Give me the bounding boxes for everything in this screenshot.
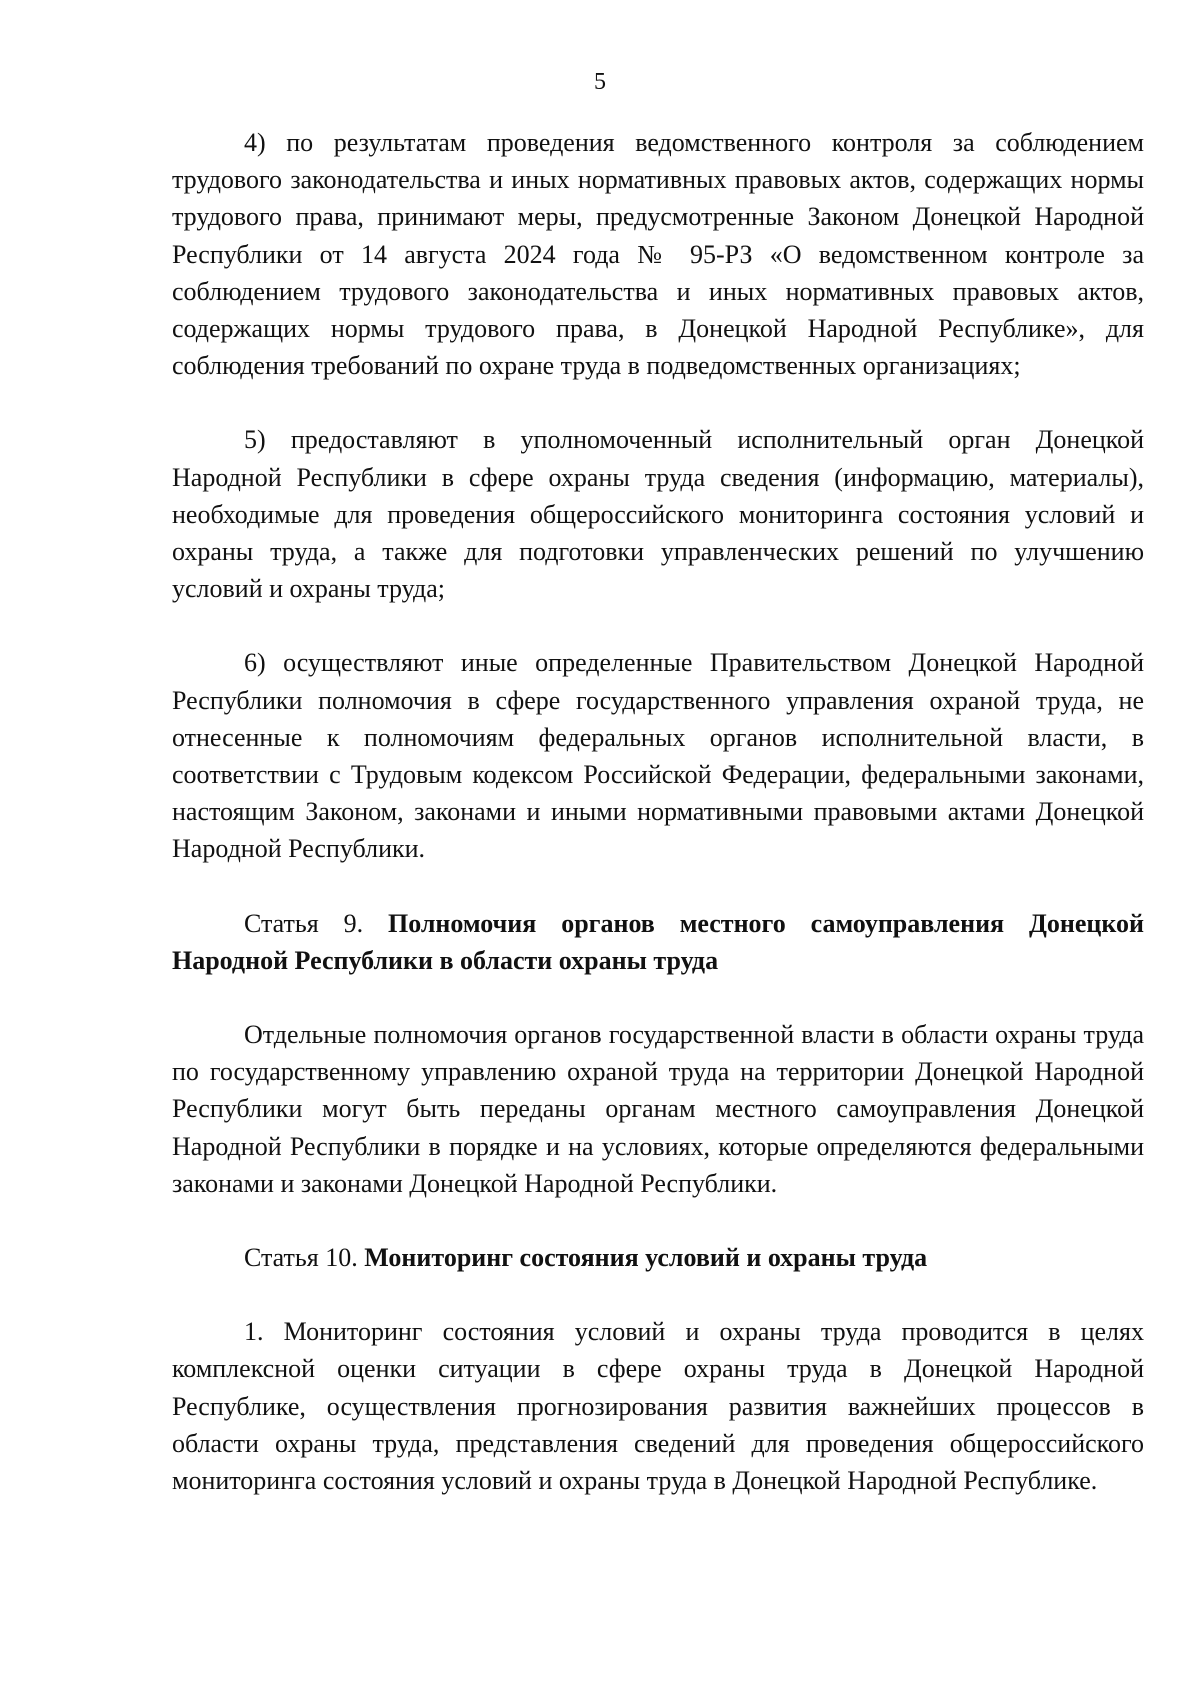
article-10-title: Мониторинг состояния условий и охраны труда xyxy=(364,1243,928,1273)
article-10-heading xyxy=(172,1239,1144,1276)
article-9-title: Полномочия органов местного самоуправления Донецкой Народной Республики в области охраны труда xyxy=(172,908,1144,975)
article-9-heading-text xyxy=(172,905,1144,979)
article-9-text: Отдельные полномочия органов государственной власти в области охраны труда по государственному управлению охраной труда на территории Донецкой Народной Республики могут быть переданы органам местного самоуправления Донецкой Народной Республики в порядке и на условиях, которые определяются федеральными законами и законами Донецкой Народной Республики. xyxy=(172,1020,1144,1198)
article-10-label: Статья 10. xyxy=(244,1243,365,1273)
article-10-text: 1. Мониторинг состояния условий и охраны труда проводится в целях комплексной оценки ситуации в сфере охраны труда в Донецкой Народной Республике, осуществления прогнозирования развития важнейших процессов в области охраны труда, представления сведений для проведения общероссийского мониторинга состояния условий и охраны труда в Донецкой Народной Республике. xyxy=(172,1317,1144,1496)
article-9-label: Статья 9. xyxy=(244,908,388,938)
page-number: 5 xyxy=(594,69,606,95)
paragraph-item-6: 6) осуществляют иные определенные Правительством Донецкой Народной Республики полномочия в сфере государственного управления охраной труда, не отнесенные к полномочиям федеральных органов исполнительной власти, в соответствии с Трудовым кодексом Российской Федерации, федеральными законами, настоящим Законом, законами и иными нормативными правовыми актами Донецкой Народной Республики. xyxy=(172,648,1144,864)
document-body xyxy=(172,124,1144,1499)
paragraph-item-4: 4) по результатам проведения ведомственного контроля за соблюдением трудового законодательства и иных нормативных правовых актов, содержащих нормы трудового права, принимают меры, предусмотренные Законом Донецкой Народной Республики от 14 августа 2024 года № 95-РЗ «О ведомственном контроле за соблюдением трудового законодательства и иных нормативных правовых актов, содержащих нормы трудового права, в Донецкой Народной Республике», для соблюдения требований по охране труда в подведомственных организациях; xyxy=(172,128,1144,381)
paragraph-item-5: 5) предоставляют в уполномоченный исполнительный орган Донецкой Народной Республики в сфере охраны труда сведения (информацию, материалы), необходимые для проведения общероссийского мониторинга состояния условий и охраны труда, а также для подготовки управленческих решений по улучшению условий и охраны труда; xyxy=(172,425,1144,604)
article-9-heading xyxy=(172,905,1144,979)
article-10-heading-text xyxy=(172,1239,1144,1276)
